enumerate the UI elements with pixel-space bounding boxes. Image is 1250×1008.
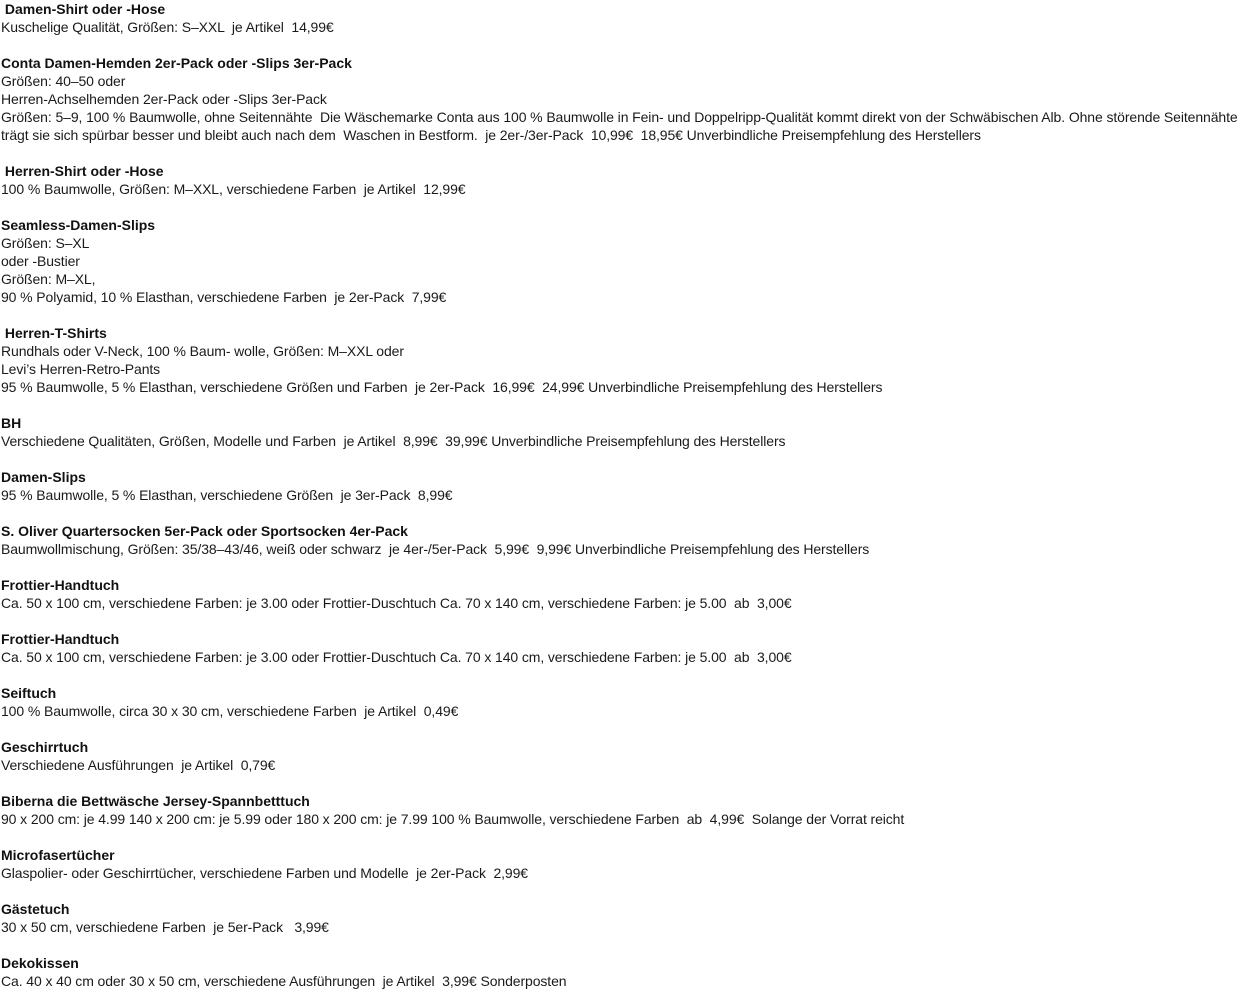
product-entry <box>1 954 1248 990</box>
product-description-line: Ca. 50 x 100 cm, verschiedene Farben: je 3.00 oder Frottier-Duschtuch Ca. 70 x 140 cm, verschiedene Farben: je 5.00 ab 3,00€ <box>1 649 792 665</box>
product-description-line: Größen: M–XL, <box>1 271 96 287</box>
product-description-line: 100 % Baumwolle, Größen: M–XXL, verschiedene Farben je Artikel 12,99€ <box>1 181 466 197</box>
product-entry <box>1 468 1248 504</box>
product-description-line: Ca. 40 x 40 cm oder 30 x 50 cm, verschiedene Ausführungen je Artikel 3,99€ Sonderposten <box>1 973 567 989</box>
product-description-line: Größen: S–XL <box>1 235 90 251</box>
product-entry <box>1 522 1248 558</box>
product-entry <box>1 846 1248 882</box>
product-title: Geschirrtuch <box>1 739 89 755</box>
product-entry <box>1 684 1248 720</box>
product-title: Conta Damen-Hemden 2er-Pack oder -Slips 3er-Pack <box>1 55 352 71</box>
product-description-line: 30 x 50 cm, verschiedene Farben je 5er-Pack 3,99€ <box>1 919 329 935</box>
product-description-line: 95 % Baumwolle, 5 % Elasthan, verschiedene Größen und Farben je 2er-Pack 16,99€ 24,99€ Unverbindliche Preisempfehlung des Herstellers <box>1 379 883 395</box>
product-description-line: Levi’s Herren-Retro-Pants <box>1 361 161 377</box>
product-title: S. Oliver Quartersocken 5er-Pack oder Sportsocken 4er-Pack <box>1 523 408 539</box>
product-title: Seamless-Damen-Slips <box>1 217 156 233</box>
product-title: Damen-Shirt oder -Hose <box>1 1 166 17</box>
product-description-line: oder -Bustier <box>1 253 80 269</box>
product-entry <box>1 630 1248 666</box>
product-description-line: Herren-Achselhemden 2er-Pack oder -Slips 3er-Pack <box>1 91 327 107</box>
product-title: Dekokissen <box>1 955 79 971</box>
product-listing-document <box>1 0 1248 1008</box>
product-entry <box>1 900 1248 936</box>
product-description-line: Baumwollmischung, Größen: 35/38–43/46, weiß oder schwarz je 4er-/5er-Pack 5,99€ 9,99€ Unverbindliche Preisempfehlung des Herstellers <box>1 541 870 557</box>
product-entry <box>1 324 1248 396</box>
product-description-line: Verschiedene Ausführungen je Artikel 0,79€ <box>1 757 276 773</box>
product-description-line: Verschiedene Qualitäten, Größen, Modelle und Farben je Artikel 8,99€ 39,99€ Unverbindliche Preisempfehlung des Herstellers <box>1 433 786 449</box>
product-title: Microfasertücher <box>1 847 115 863</box>
product-title: Seiftuch <box>1 685 57 701</box>
product-description-line: Kuschelige Qualität, Größen: S–XXL je Artikel 14,99€ <box>1 19 334 35</box>
product-entry <box>1 792 1248 828</box>
product-title: Damen-Slips <box>1 469 86 485</box>
product-description-line: Größen: 5–9, 100 % Baumwolle, ohne Seitennähte Die Wäschemarke Conta aus 100 % Baumwolle in Fein- und Doppelripp-Qualität kommt direkt von der Schwäbischen Alb. Ohne störende Seitennähte trägt sie sich spürbar besser und bleibt auch nach dem Waschen in Bestform. je 2er-/3er-Pack 10,99€ 18,95€ Unverbindliche Preisempfehlung des Herstellers <box>1 109 1242 143</box>
product-description-line: 100 % Baumwolle, circa 30 x 30 cm, verschiedene Farben je Artikel 0,49€ <box>1 703 459 719</box>
product-description-line: Glaspolier- oder Geschirrtücher, verschiedene Farben und Modelle je 2er-Pack 2,99€ <box>1 865 528 881</box>
product-description-line: Rundhals oder V-Neck, 100 % Baum- wolle, Größen: M–XXL oder <box>1 343 404 359</box>
product-entry <box>1 162 1248 198</box>
product-title: Frottier-Handtuch <box>1 631 120 647</box>
product-title: Biberna die Bettwäsche Jersey-Spannbetttuch <box>1 793 310 809</box>
product-description-line: 90 % Polyamid, 10 % Elasthan, verschiedene Farben je 2er-Pack 7,99€ <box>1 289 447 305</box>
product-description-line: Größen: 40–50 oder <box>1 73 126 89</box>
product-title: Frottier-Handtuch <box>1 577 120 593</box>
product-title: Herren-Shirt oder -Hose <box>1 163 164 179</box>
product-entry <box>1 54 1248 144</box>
product-description-line: 95 % Baumwolle, 5 % Elasthan, verschiedene Größen je 3er-Pack 8,99€ <box>1 487 453 503</box>
product-entry <box>1 216 1248 306</box>
product-title: Gästetuch <box>1 901 70 917</box>
product-title: Herren-T-Shirts <box>1 325 107 341</box>
product-title: BH <box>1 415 22 431</box>
product-description-line: Ca. 50 x 100 cm, verschiedene Farben: je 3.00 oder Frottier-Duschtuch Ca. 70 x 140 cm, verschiedene Farben: je 5.00 ab 3,00€ <box>1 595 792 611</box>
product-entry <box>1 414 1248 450</box>
product-entry <box>1 738 1248 774</box>
product-entry <box>1 0 1248 36</box>
product-description-line: 90 x 200 cm: je 4.99 140 x 200 cm: je 5.99 oder 180 x 200 cm: je 7.99 100 % Baumwolle, verschiedene Farben ab 4,99€ Solange der Vorrat reicht <box>1 811 905 827</box>
product-entry <box>1 576 1248 612</box>
